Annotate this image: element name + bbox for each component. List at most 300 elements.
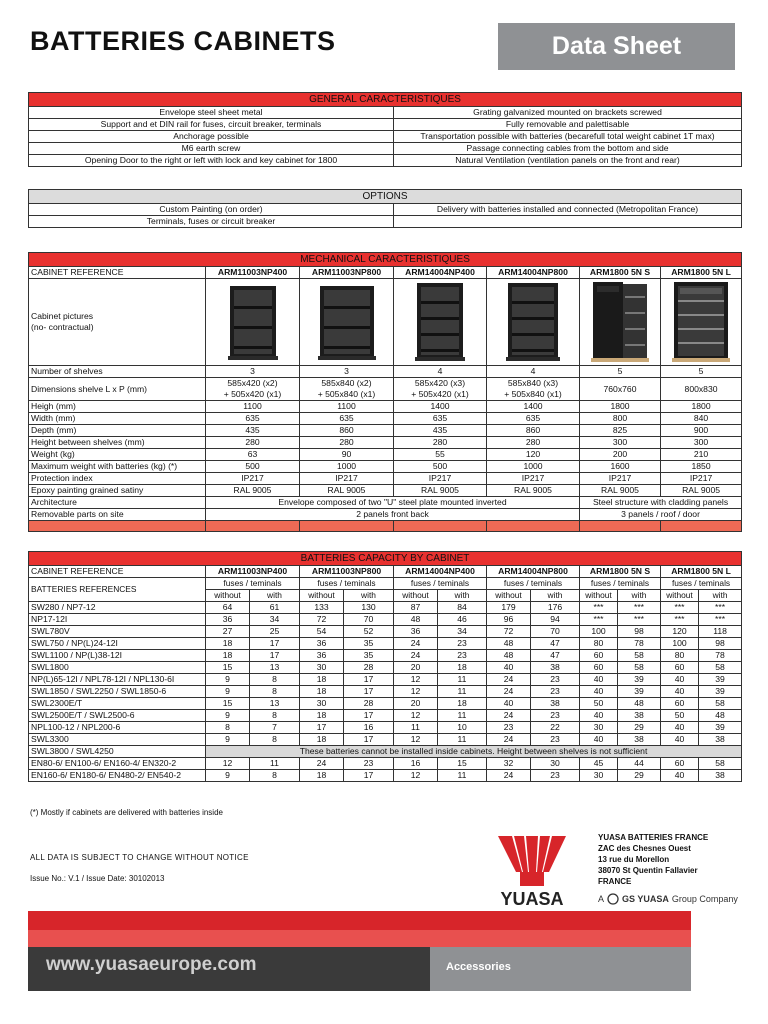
address-line: YUASA BATTERIES FRANCE: [598, 833, 709, 842]
cell: 38: [699, 770, 742, 782]
cell: with: [438, 590, 487, 602]
cell: 72: [300, 614, 344, 626]
cell: 45: [580, 758, 618, 770]
model-header: ARM11003NP800: [300, 566, 394, 578]
cell: 120: [487, 449, 580, 461]
cell: Removable parts on site: [29, 509, 206, 521]
cell: 133: [300, 602, 344, 614]
cell: 300: [580, 437, 661, 449]
cell: [29, 279, 206, 366]
cell: 58: [618, 650, 661, 662]
footnote: (*) Mostly if cabinets are delivered with batteries inside: [30, 808, 223, 817]
cell: [661, 279, 742, 366]
cell: RAL 9005: [206, 485, 300, 497]
cell: [394, 521, 487, 532]
table-row: [29, 497, 742, 509]
cell: 17: [344, 734, 394, 746]
table-row: [29, 710, 742, 722]
group-suffix: Group Company: [671, 894, 738, 904]
cell: 2 panels front back: [206, 509, 580, 521]
cell: 24: [487, 770, 531, 782]
cell: 60: [580, 650, 618, 662]
cell: fuses / teminals: [300, 578, 394, 590]
cell: 27: [206, 626, 250, 638]
cell: 5: [580, 366, 661, 378]
table-row: [29, 216, 742, 228]
cell: 60: [580, 662, 618, 674]
cell: 500: [206, 461, 300, 473]
cell: 60: [661, 662, 699, 674]
cell: 17: [344, 686, 394, 698]
cell: 28: [344, 698, 394, 710]
cell: 39: [618, 674, 661, 686]
cell: with: [531, 590, 580, 602]
cell: 4: [394, 366, 487, 378]
cell: 635: [487, 413, 580, 425]
cell: 18: [300, 674, 344, 686]
cell: SWL3300: [29, 734, 206, 746]
cell: 30: [300, 698, 344, 710]
cell: 210: [661, 449, 742, 461]
cell: fuses / teminals: [580, 578, 661, 590]
cell: 1000: [487, 461, 580, 473]
cell: 36: [300, 650, 344, 662]
cell: 11: [438, 686, 487, 698]
cell: with: [618, 590, 661, 602]
cell: 16: [394, 758, 438, 770]
cell: 48: [487, 638, 531, 650]
cabinet-1800-open-image: [668, 280, 734, 364]
issue-info: Issue No.: V.1 / Issue Date: 30102013: [30, 874, 165, 883]
cell: 44: [618, 758, 661, 770]
cell: 36: [300, 638, 344, 650]
section-tab: [430, 947, 691, 991]
cell: 38: [531, 698, 580, 710]
cell: 9: [206, 734, 250, 746]
cell: These batteries cannot be installed inside cabinets. Height between shelves is not sufficient: [206, 746, 742, 758]
cell: [300, 521, 394, 532]
cell: SWL780V: [29, 626, 206, 638]
cell: IP217: [300, 473, 394, 485]
cell: 17: [344, 710, 394, 722]
cell: 17: [300, 722, 344, 734]
cell: 98: [618, 626, 661, 638]
cell: 800x830: [661, 378, 742, 401]
cell: 40: [580, 674, 618, 686]
cell: 35: [344, 650, 394, 662]
cell: 18: [206, 650, 250, 662]
cell: without: [661, 590, 699, 602]
model-header: ARM1800 5N S: [580, 566, 661, 578]
cell: 29: [618, 770, 661, 782]
table-row: [29, 425, 742, 437]
cell: 500: [394, 461, 487, 473]
cell: 32: [487, 758, 531, 770]
cell: SWL1850 / SWL2250 / SWL1850-6: [29, 686, 206, 698]
cell: 176: [531, 602, 580, 614]
cell: 12: [206, 758, 250, 770]
cell: 23: [344, 758, 394, 770]
cell: 40: [661, 686, 699, 698]
cell: Height between shelves (mm): [29, 437, 206, 449]
cell: 40: [580, 734, 618, 746]
cell: 36: [206, 614, 250, 626]
cell: 3 panels / roof / door: [580, 509, 742, 521]
cell: [487, 378, 580, 401]
table-row: [29, 770, 742, 782]
cell: 70: [344, 614, 394, 626]
address-line: ZAC des Chesnes Ouest: [598, 844, 691, 853]
table-row: [29, 662, 742, 674]
cell: with: [699, 590, 742, 602]
cell: 30: [531, 758, 580, 770]
cell: 900: [661, 425, 742, 437]
page-title: BATTERIES CABINETS: [30, 26, 336, 56]
cell: 1400: [487, 401, 580, 413]
cell: [29, 521, 206, 532]
cell: 80: [661, 650, 699, 662]
group-prefix: A: [598, 894, 605, 904]
cell: 280: [300, 437, 394, 449]
cell: 9: [206, 686, 250, 698]
cell: 55: [394, 449, 487, 461]
table-row: [29, 626, 742, 638]
cell: [206, 378, 300, 401]
table-row: [29, 143, 742, 155]
cell: 50: [661, 710, 699, 722]
cell: 435: [394, 425, 487, 437]
cell: 18: [438, 662, 487, 674]
cell: RAL 9005: [394, 485, 487, 497]
cell: 24: [300, 758, 344, 770]
cell: [487, 279, 580, 366]
cell: 40: [661, 674, 699, 686]
cell: 280: [487, 437, 580, 449]
cell: SWL2300E/T: [29, 698, 206, 710]
table-row: [29, 722, 742, 734]
cell: 40: [580, 710, 618, 722]
cell: fuses / teminals: [206, 578, 300, 590]
cell: 15: [206, 662, 250, 674]
cabinet-4-shelf-deep-image: [502, 281, 564, 363]
cell: 17: [344, 674, 394, 686]
table-row: [29, 566, 742, 578]
cell: 39: [618, 686, 661, 698]
cell: 800: [580, 413, 661, 425]
cell: 39: [699, 722, 742, 734]
cell: Depth (mm): [29, 425, 206, 437]
dims-line: + 505x840 (x1): [317, 389, 376, 399]
dims-line: 585x420 (x2): [227, 378, 278, 388]
mechanical-title: MECHANICAL CARACTERISTIQUES: [29, 253, 742, 267]
dims-line: 585x840 (x2): [321, 378, 372, 388]
website-link[interactable]: www.yuasaeurope.com: [46, 954, 257, 975]
cell: [206, 521, 300, 532]
cell: 860: [300, 425, 394, 437]
group-name: GS YUASA: [622, 894, 669, 904]
cell: 11: [438, 674, 487, 686]
cell: [394, 378, 487, 401]
cell: 120: [661, 626, 699, 638]
table-row: [29, 509, 742, 521]
cell: 8: [250, 674, 300, 686]
cell: 5: [661, 366, 742, 378]
model-header: ARM1800 5N L: [661, 566, 742, 578]
table-row: [29, 650, 742, 662]
cell: 30: [300, 662, 344, 674]
cell: 63: [206, 449, 300, 461]
general-title: GENERAL CARACTERISTIQUES: [29, 93, 742, 107]
capacity-table: [28, 551, 742, 782]
cell: 72: [487, 626, 531, 638]
options-table: [28, 189, 742, 228]
change-notice: ALL DATA IS SUBJECT TO CHANGE WITHOUT NOTICE: [30, 853, 249, 862]
gs-circle-icon: [607, 893, 619, 905]
cell: 58: [699, 698, 742, 710]
cell: fuses / teminals: [394, 578, 487, 590]
cell: 11: [438, 770, 487, 782]
cell: 1400: [394, 401, 487, 413]
cell: M6 earth screw: [29, 143, 394, 155]
cell: 18: [206, 638, 250, 650]
cell: fuses / teminals: [487, 578, 580, 590]
cell: 23: [531, 734, 580, 746]
cell: EN80-6/ EN100-6/ EN160-4/ EN320-2: [29, 758, 206, 770]
cell: ***: [699, 602, 742, 614]
cell: 635: [394, 413, 487, 425]
model-header: ARM11003NP400: [206, 267, 300, 279]
dims-line: 585x840 (x3): [507, 378, 559, 388]
cell: Envelope steel sheet metal: [29, 107, 394, 119]
cell: 24: [487, 674, 531, 686]
cell: [300, 279, 394, 366]
cell: Protection index: [29, 473, 206, 485]
cell: 12: [394, 734, 438, 746]
general-table: [28, 92, 742, 167]
cell: IP217: [661, 473, 742, 485]
cell: 39: [699, 674, 742, 686]
cell: 23: [487, 722, 531, 734]
cell: 10: [438, 722, 487, 734]
cell: 98: [699, 638, 742, 650]
yuasa-logo-mark: [492, 832, 572, 910]
cell: 435: [206, 425, 300, 437]
cabinet-4-shelf-image: [411, 281, 469, 363]
cell: IP217: [206, 473, 300, 485]
dims-line: + 505x840 (x1): [504, 389, 562, 399]
cell: 20: [394, 698, 438, 710]
cell: 18: [300, 710, 344, 722]
table-row: [29, 686, 742, 698]
cell: 48: [618, 698, 661, 710]
dims-line: + 505x420 (x1): [411, 389, 469, 399]
cell: 18: [300, 734, 344, 746]
cell: 15: [206, 698, 250, 710]
cell: 18: [438, 698, 487, 710]
model-header: ARM1800 5N L: [661, 267, 742, 279]
cell: 12: [394, 710, 438, 722]
cell: Architecture: [29, 497, 206, 509]
cell: 3: [206, 366, 300, 378]
cell: IP217: [487, 473, 580, 485]
cell: 29: [618, 722, 661, 734]
cell: 1100: [300, 401, 394, 413]
table-row: [29, 107, 742, 119]
dims-line: 585x420 (x3): [414, 378, 466, 388]
cell: Passage connecting cables from the bottom and side: [394, 143, 742, 155]
table-row: [29, 746, 742, 758]
cell: 18: [300, 686, 344, 698]
dims-line: + 505x420 (x1): [223, 389, 282, 399]
cell: 4: [487, 366, 580, 378]
cell: 60: [661, 758, 699, 770]
table-row: [29, 461, 742, 473]
table-row: [29, 614, 742, 626]
section-label: Accessories: [446, 961, 511, 973]
cell: 840: [661, 413, 742, 425]
cell: IP217: [394, 473, 487, 485]
model-header: ARM14004NP400: [394, 566, 487, 578]
cell: [206, 279, 300, 366]
cell: Support and et DIN rail for fuses, circuit breaker, terminals: [29, 119, 394, 131]
cell: [580, 279, 661, 366]
cell: 8: [250, 734, 300, 746]
cell: 58: [618, 662, 661, 674]
pictures-label: Cabinet pictures: [31, 311, 94, 321]
cell: without: [300, 590, 344, 602]
cell: 24: [487, 734, 531, 746]
cabinet-3-shelf-deep-image: [314, 282, 380, 362]
cell: 825: [580, 425, 661, 437]
cell: 7: [250, 722, 300, 734]
cell: 1850: [661, 461, 742, 473]
cell: 1000: [300, 461, 394, 473]
cell: 90: [300, 449, 394, 461]
cell: 17: [250, 638, 300, 650]
cell: Envelope composed of two "U" steel plate mounted inverted: [206, 497, 580, 509]
table-row: [29, 602, 742, 614]
table-row: [29, 758, 742, 770]
cell: 9: [206, 710, 250, 722]
table-row: [29, 698, 742, 710]
cell: 1800: [580, 401, 661, 413]
cell: 38: [531, 662, 580, 674]
cell: Number of shelves: [29, 366, 206, 378]
cell: RAL 9005: [300, 485, 394, 497]
cell: 80: [580, 638, 618, 650]
cell: 24: [487, 710, 531, 722]
model-header: ARM1800 5N S: [580, 267, 661, 279]
cell: 94: [531, 614, 580, 626]
model-header: ARM11003NP800: [300, 267, 394, 279]
cell: 9: [206, 674, 250, 686]
cell: 635: [206, 413, 300, 425]
cell: ***: [618, 602, 661, 614]
cell: Natural Ventilation (ventilation panels on the front and rear): [394, 155, 742, 167]
cell: 118: [699, 626, 742, 638]
cell: 635: [300, 413, 394, 425]
cell: Dimensions shelve L x P (mm): [29, 378, 206, 401]
cell: 3: [300, 366, 394, 378]
cell: ***: [618, 614, 661, 626]
cell: 23: [531, 710, 580, 722]
cell: SWL1100 / NP(L)38-12I: [29, 650, 206, 662]
cell: Opening Door to the right or left with lock and key cabinet for 1800: [29, 155, 394, 167]
cell: 23: [438, 650, 487, 662]
cell: 40: [487, 662, 531, 674]
cabinet-1800-door-image: [587, 280, 653, 364]
cell: 84: [438, 602, 487, 614]
cell: 87: [394, 602, 438, 614]
cell: RAL 9005: [580, 485, 661, 497]
table-row: [29, 119, 742, 131]
cell: [580, 521, 661, 532]
cell: 1600: [580, 461, 661, 473]
data-sheet-badge: Data Sheet: [498, 23, 735, 70]
cell: 11: [394, 722, 438, 734]
cell: 25: [250, 626, 300, 638]
cell: 35: [344, 638, 394, 650]
cell: BATTERIES REFERENCES: [29, 578, 206, 602]
cell: 22: [531, 722, 580, 734]
cell: 48: [394, 614, 438, 626]
cell: 15: [438, 758, 487, 770]
cell: 12: [394, 770, 438, 782]
table-row: [29, 155, 742, 167]
model-header: ARM14004NP800: [487, 566, 580, 578]
cell: 200: [580, 449, 661, 461]
cell: 58: [699, 662, 742, 674]
table-row: [29, 413, 742, 425]
cell: SWL1800: [29, 662, 206, 674]
cell: with: [344, 590, 394, 602]
cell: CABINET REFERENCE: [29, 267, 206, 279]
cell: 24: [394, 638, 438, 650]
cell: without: [206, 590, 250, 602]
cell: Epoxy painting grained satiny: [29, 485, 206, 497]
cell: Width (mm): [29, 413, 206, 425]
cell: 28: [344, 662, 394, 674]
footer-band-light-red: [28, 930, 691, 947]
address-line: 38070 St Quentin Fallavier: [598, 866, 698, 875]
cell: 8: [206, 722, 250, 734]
pictures-note: (no- contractual): [31, 322, 94, 332]
cell: Anchorage possible: [29, 131, 394, 143]
cell: without: [394, 590, 438, 602]
table-row: [29, 279, 742, 366]
cell: 11: [250, 758, 300, 770]
company-address: [598, 832, 708, 887]
cabinet-3-shelf-image: [224, 282, 282, 362]
cell: 48: [699, 710, 742, 722]
cell: 54: [300, 626, 344, 638]
table-row: [29, 521, 742, 532]
cell: 38: [699, 734, 742, 746]
cell: RAL 9005: [661, 485, 742, 497]
table-row: [29, 131, 742, 143]
cell: 300: [661, 437, 742, 449]
cell: 179: [487, 602, 531, 614]
cell: Maximum weight with batteries (kg) (*): [29, 461, 206, 473]
cell: 9: [206, 770, 250, 782]
model-header: ARM11003NP400: [206, 566, 300, 578]
cell: 60: [661, 698, 699, 710]
cell: SWL3800 / SWL4250: [29, 746, 206, 758]
cell: 64: [206, 602, 250, 614]
cell: 8: [250, 770, 300, 782]
cell: Terminals, fuses or circuit breaker: [29, 216, 394, 228]
table-row: [29, 638, 742, 650]
